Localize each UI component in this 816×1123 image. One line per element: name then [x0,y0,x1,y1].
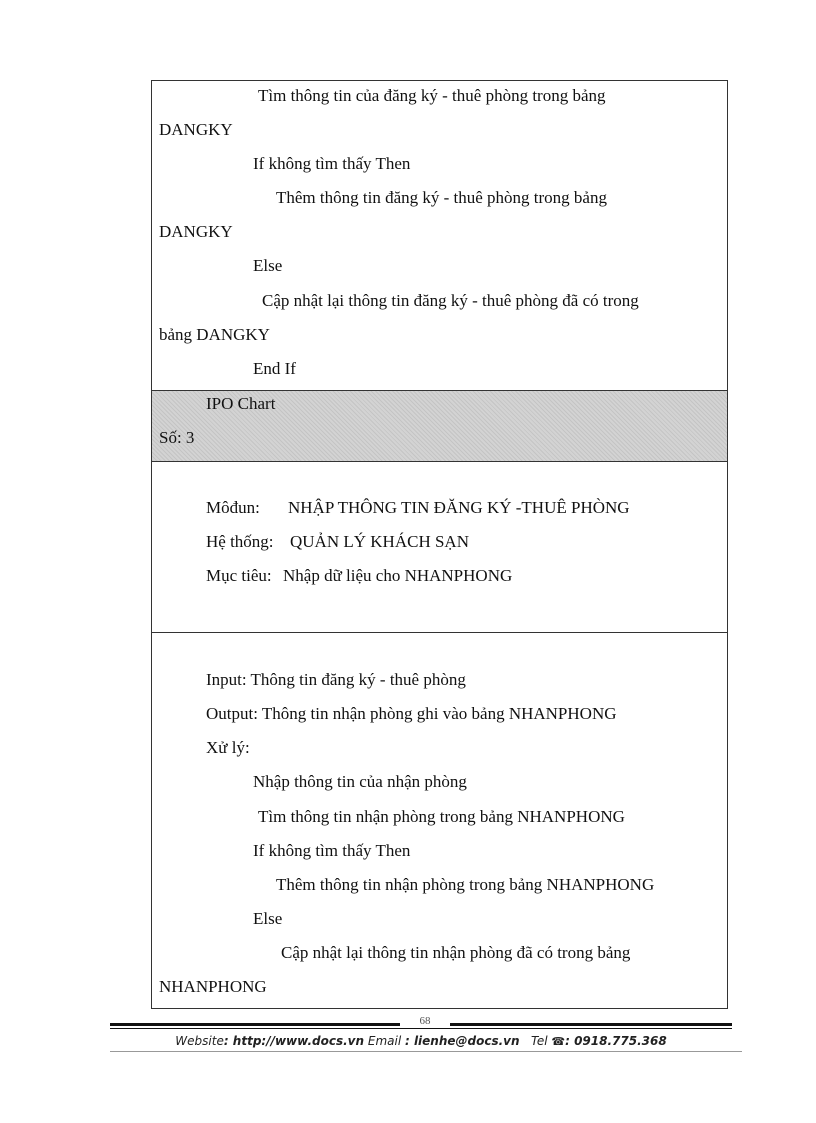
page-number: 68 [400,1015,450,1027]
step-line: Cập nhật lại thông tin đăng ký - thuê phòng đã có trong [262,291,639,310]
step-line: If không tìm thấy Then [253,154,411,173]
module-label: Môđun: [206,498,260,517]
input-line: Input: Thông tin đăng ký - thuê phòng [206,670,466,689]
process-label: Xử lý: [206,738,250,757]
module-info [152,461,727,632]
email-label: Email [364,1034,405,1048]
ipo-table [151,80,728,1009]
step-line: Else [253,256,283,275]
website-link[interactable]: : http://www.docs.vn [223,1034,365,1048]
phone-icon: ☎ [551,1035,566,1048]
goal-label: Mục tiêu: [206,566,272,585]
ipo-details [152,632,727,1008]
footer-contact [110,1033,732,1050]
system-value: QUẢN LÝ KHÁCH SẠN [290,532,469,551]
chart-title: IPO Chart [206,394,276,413]
tel-label: Tel [531,1034,552,1048]
tel-value: : 0918.775.368 [565,1034,667,1048]
process-step: Thêm thông tin nhận phòng trong bảng NHANPHONG [276,875,655,894]
process-step: Tìm thông tin nhận phòng trong bảng NHANPHONG [258,807,625,826]
process-step: Else [253,909,283,928]
email-link[interactable]: : lienhe@docs.vn [404,1034,520,1048]
goal-value: Nhập dữ liệu cho NHANPHONG [283,566,513,585]
step-line: bảng DANGKY [159,325,270,344]
footer-rule-bottom [110,1051,742,1052]
footer-rule-thin [110,1028,732,1029]
process-step: Cập nhật lại thông tin nhận phòng đã có trong bảng [281,943,631,962]
website-label: Website [175,1034,224,1048]
process-step: NHANPHONG [159,977,267,996]
processing-continuation [152,81,727,390]
step-line: DANGKY [159,120,233,139]
step-line: Tìm thông tin của đăng ký - thuê phòng trong bảng [258,86,606,105]
step-line: DANGKY [159,222,233,241]
step-line: Thêm thông tin đăng ký - thuê phòng trong bảng [276,188,607,207]
system-label: Hệ thống: [206,532,274,551]
process-step: Nhập thông tin của nhận phòng [253,772,467,791]
output-line: Output: Thông tin nhận phòng ghi vào bảng NHANPHONG [206,704,617,723]
chart-number: Số: 3 [159,428,195,447]
step-line: End If [253,359,296,378]
process-step: If không tìm thấy Then [253,841,411,860]
ipo-chart-header [152,390,727,461]
module-value: NHẬP THÔNG TIN ĐĂNG KÝ -THUÊ PHÒNG [288,498,630,517]
